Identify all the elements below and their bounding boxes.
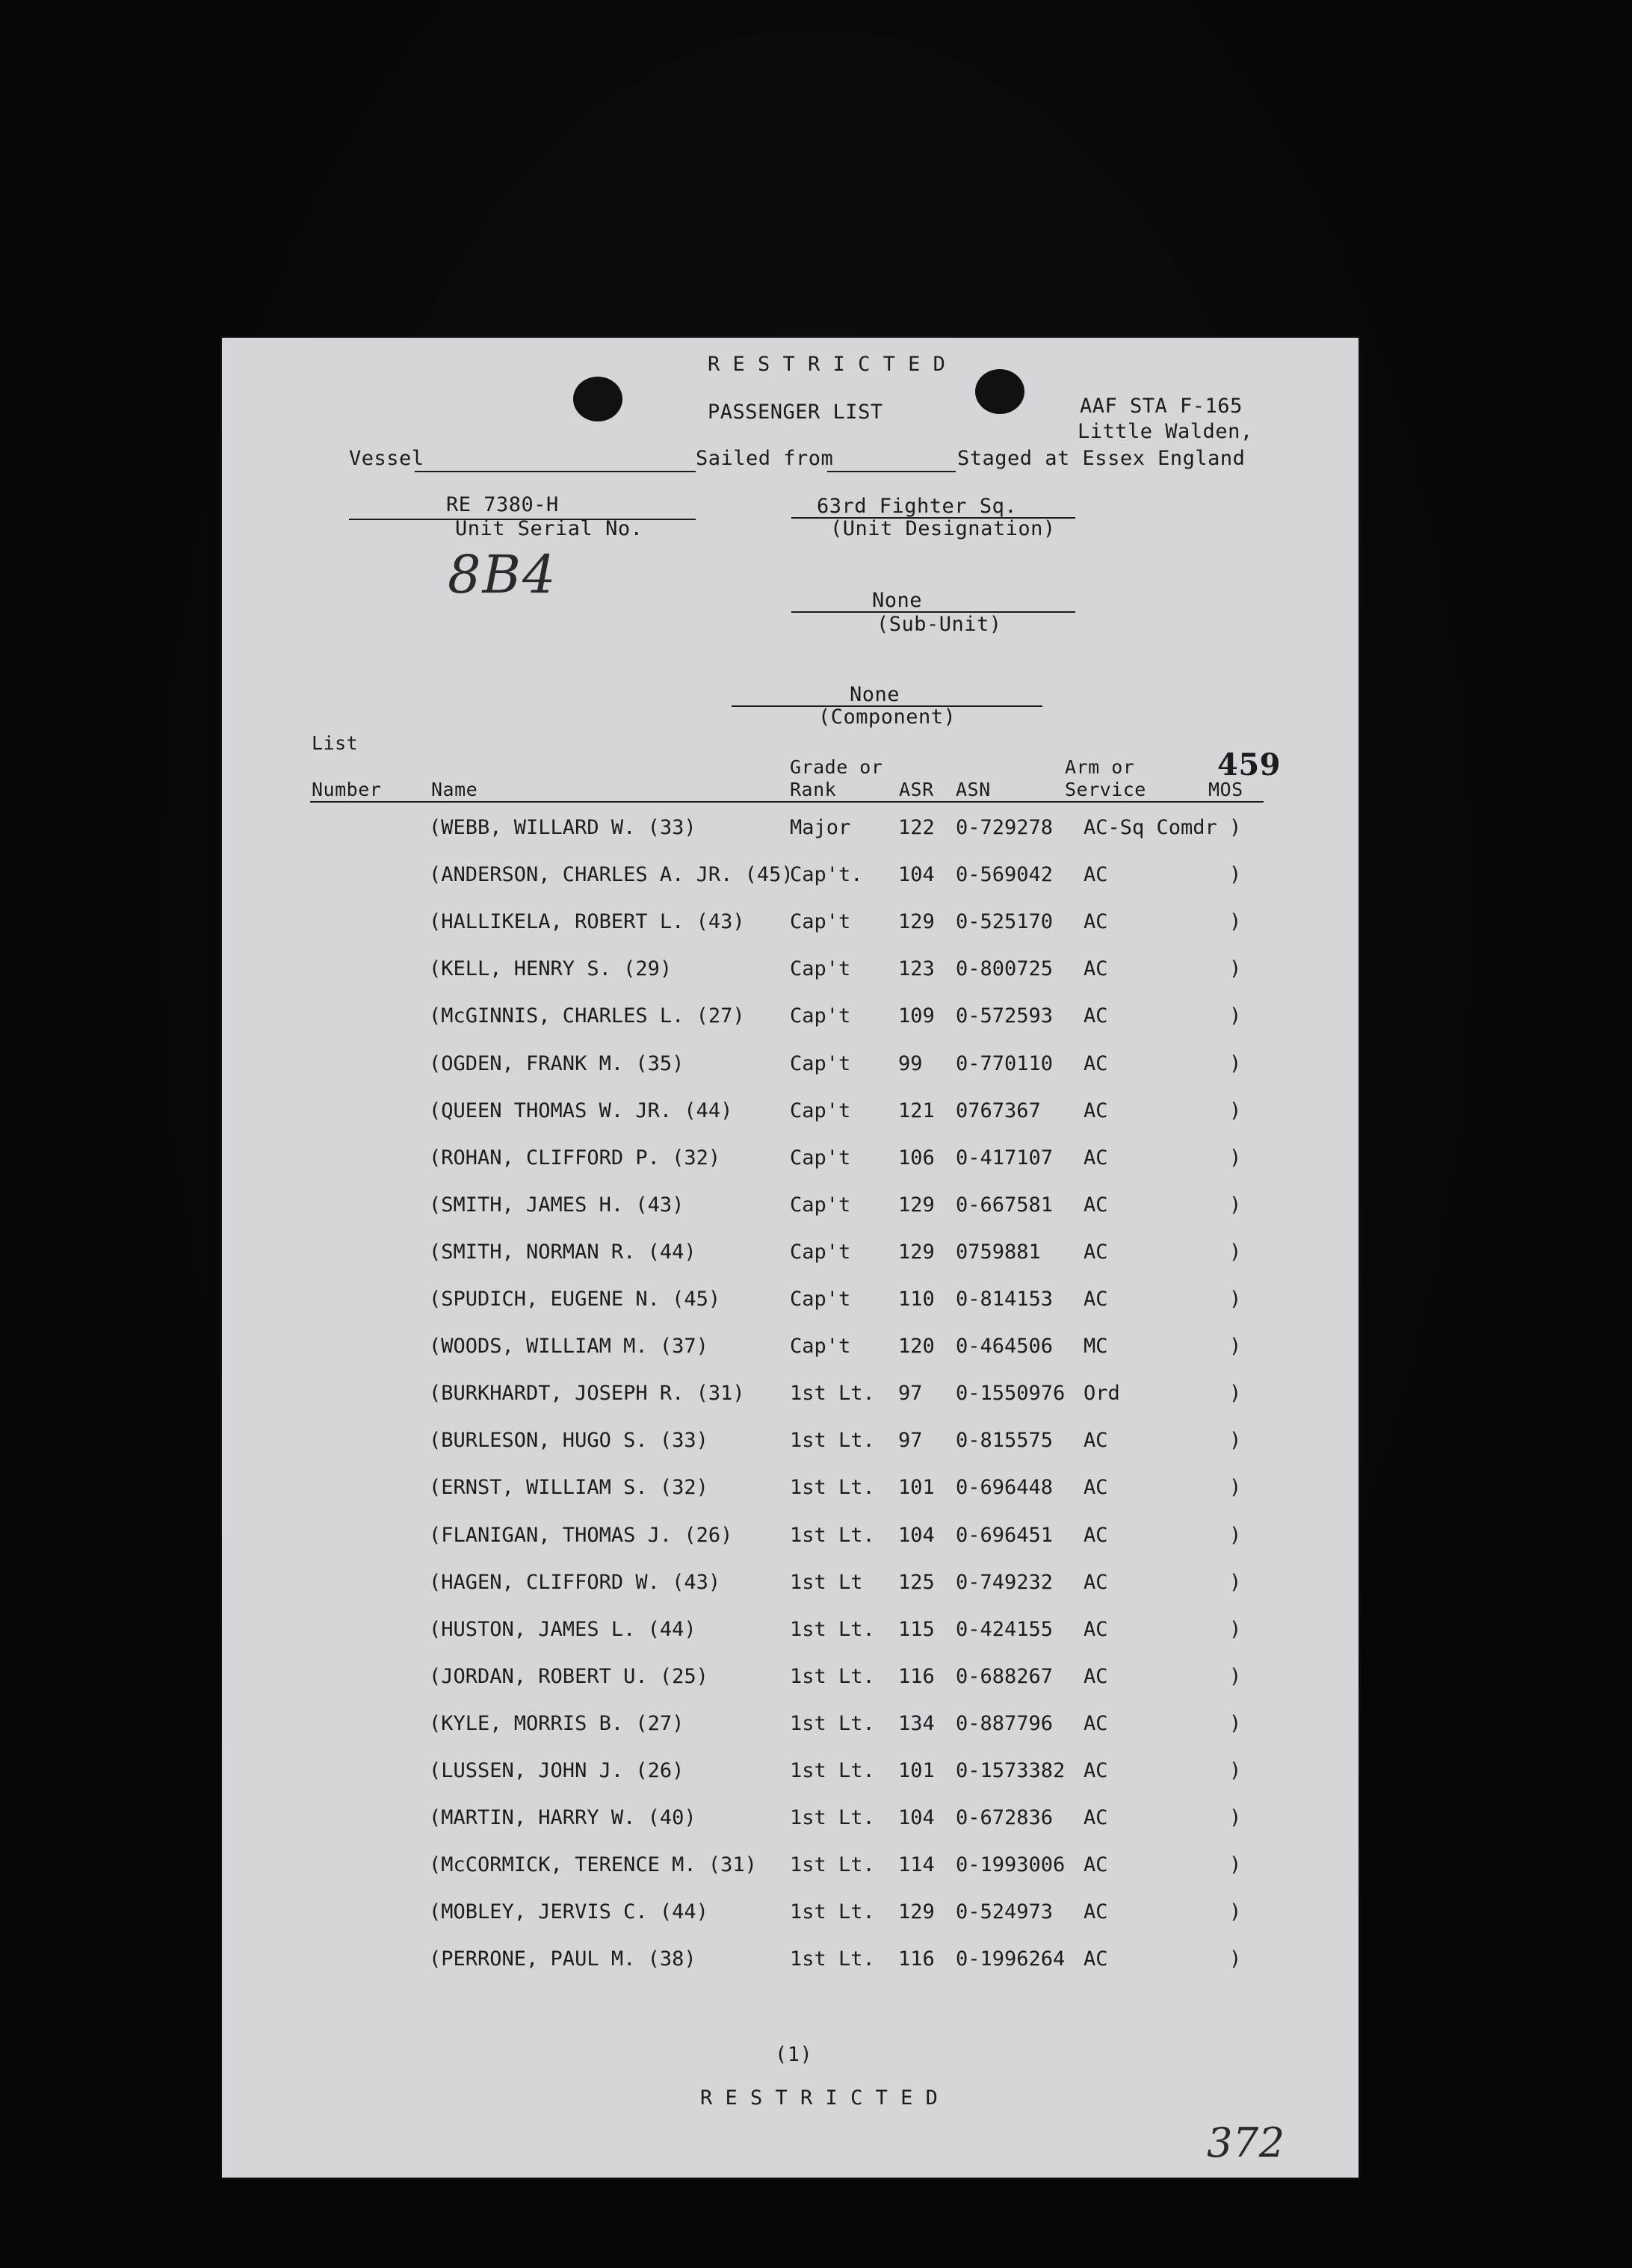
passenger-name: (McGINNIS, CHARLES L. (27) — [429, 1004, 745, 1028]
row-closing-paren: ) — [1229, 957, 1242, 980]
table-row — [222, 1759, 1359, 1789]
passenger-asn: 0-417107 — [956, 1146, 1054, 1169]
passenger-asn: 0-749232 — [956, 1571, 1054, 1594]
handwritten-page-number: 372 — [1207, 2119, 1285, 2166]
row-closing-paren: ) — [1229, 1193, 1242, 1217]
passenger-grade: Cap't — [790, 1004, 851, 1028]
passenger-arm-service: AC — [1084, 1524, 1108, 1547]
passenger-grade: 1st Lt. — [790, 1665, 875, 1688]
passenger-grade: Cap't — [790, 1193, 851, 1217]
passenger-arm-service: AC — [1084, 1618, 1108, 1641]
passenger-arm-service: AC — [1084, 1947, 1108, 1971]
passenger-arm-service: AC — [1084, 1146, 1108, 1169]
station-line-2: Little Walden, — [1078, 420, 1253, 443]
component-label: (Component) — [818, 705, 956, 729]
passenger-name: (SPUDICH, EUGENE N. (45) — [429, 1288, 721, 1311]
passenger-grade: Cap't — [790, 1146, 851, 1169]
col-mos: MOS — [1208, 779, 1243, 800]
unit-serial-value: RE 7380-H — [446, 493, 559, 516]
unit-serial-label: Unit Serial No. — [455, 517, 643, 540]
passenger-asr: 99 — [898, 1052, 923, 1075]
passenger-arm-service: AC — [1084, 1476, 1108, 1499]
punch-hole-right — [975, 369, 1024, 414]
sailed-from-line — [827, 471, 956, 472]
sailed-from-label: Sailed from — [696, 447, 834, 470]
table-row — [222, 863, 1359, 893]
row-closing-paren: ) — [1229, 1146, 1242, 1169]
passenger-name: (HALLIKELA, ROBERT L. (43) — [429, 910, 745, 933]
passenger-asr: 134 — [898, 1712, 935, 1735]
passenger-asn: 0-688267 — [956, 1665, 1054, 1688]
passenger-asr: 110 — [898, 1288, 935, 1311]
passenger-grade: 1st Lt. — [790, 1429, 875, 1452]
passenger-grade: 1st Lt. — [790, 1382, 875, 1405]
row-closing-paren: ) — [1229, 910, 1242, 933]
column-header-rule — [310, 801, 1264, 803]
passenger-arm-service: AC-Sq Comdr — [1084, 816, 1217, 839]
passenger-grade: Cap't — [790, 1099, 851, 1122]
passenger-asr: 104 — [898, 863, 935, 886]
passenger-grade: 1st Lt. — [790, 1947, 875, 1971]
row-closing-paren: ) — [1229, 1429, 1242, 1452]
passenger-name: (BURKHARDT, JOSEPH R. (31) — [429, 1382, 745, 1405]
passenger-grade: Cap't — [790, 957, 851, 980]
passenger-asr: 129 — [898, 910, 935, 933]
passenger-arm-service: AC — [1084, 957, 1108, 980]
table-row — [222, 816, 1359, 846]
restricted-header: R E S T R I C T E D — [708, 353, 946, 376]
row-closing-paren: ) — [1229, 1900, 1242, 1924]
table-row — [222, 1052, 1359, 1082]
passenger-name: (ANDERSON, CHARLES A. JR. (45) — [429, 863, 794, 886]
table-row — [222, 1712, 1359, 1742]
row-closing-paren: ) — [1229, 1288, 1242, 1311]
passenger-name: (HUSTON, JAMES L. (44) — [429, 1618, 696, 1641]
col-list-number-2: Number — [312, 779, 382, 800]
passenger-grade: 1st Lt. — [790, 1712, 875, 1735]
passenger-name: (BURLESON, HUGO S. (33) — [429, 1429, 708, 1452]
passenger-asn: 0-887796 — [956, 1712, 1054, 1735]
passenger-arm-service: AC — [1084, 1759, 1108, 1782]
table-row — [222, 1240, 1359, 1270]
passenger-grade: 1st Lt. — [790, 1476, 875, 1499]
row-closing-paren: ) — [1229, 1571, 1242, 1594]
table-row — [222, 910, 1359, 940]
passenger-asr: 116 — [898, 1947, 935, 1971]
table-row — [222, 1524, 1359, 1554]
table-row — [222, 1429, 1359, 1459]
passenger-grade: 1st Lt. — [790, 1759, 875, 1782]
passenger-asn: 0-800725 — [956, 957, 1054, 980]
vessel-label: Vessel — [349, 447, 424, 470]
passenger-asr: 120 — [898, 1335, 935, 1358]
page-number: (1) — [775, 2043, 813, 2066]
col-grade-2: Rank — [790, 779, 837, 800]
row-closing-paren: ) — [1229, 863, 1242, 886]
passenger-arm-service: AC — [1084, 863, 1108, 886]
passenger-asn: 0-1550976 — [956, 1382, 1066, 1405]
passenger-asr: 97 — [898, 1382, 923, 1405]
passenger-name: (KELL, HENRY S. (29) — [429, 957, 673, 980]
document-title: PASSENGER LIST — [708, 401, 883, 424]
col-name: Name — [431, 779, 478, 800]
passenger-asr: 121 — [898, 1099, 935, 1122]
passenger-arm-service: AC — [1084, 1806, 1108, 1829]
passenger-arm-service: AC — [1084, 1900, 1108, 1924]
passenger-asr: 115 — [898, 1618, 935, 1641]
passenger-arm-service: AC — [1084, 1052, 1108, 1075]
row-closing-paren: ) — [1229, 1759, 1242, 1782]
passenger-asn: 0-525170 — [956, 910, 1054, 933]
row-closing-paren: ) — [1229, 1947, 1242, 1971]
table-row — [222, 1193, 1359, 1223]
passenger-grade: Cap't — [790, 910, 851, 933]
passenger-name: (QUEEN THOMAS W. JR. (44) — [429, 1099, 733, 1122]
table-row — [222, 1571, 1359, 1601]
passenger-asr: 116 — [898, 1665, 935, 1688]
row-closing-paren: ) — [1229, 1524, 1242, 1547]
passenger-arm-service: AC — [1084, 1429, 1108, 1452]
passenger-arm-service: AC — [1084, 910, 1108, 933]
table-row — [222, 1806, 1359, 1836]
passenger-name: (ERNST, WILLIAM S. (32) — [429, 1476, 708, 1499]
passenger-asn: 0-569042 — [956, 863, 1054, 886]
row-closing-paren: ) — [1229, 1240, 1242, 1264]
passenger-asr: 104 — [898, 1524, 935, 1547]
row-closing-paren: ) — [1229, 1052, 1242, 1075]
passenger-asr: 97 — [898, 1429, 923, 1452]
col-list-number-1: List — [312, 732, 359, 754]
passenger-asn: 0-424155 — [956, 1618, 1054, 1641]
passenger-asr: 123 — [898, 957, 935, 980]
passenger-asr: 114 — [898, 1853, 935, 1876]
passenger-arm-service: AC — [1084, 1665, 1108, 1688]
passenger-asn: 0-1573382 — [956, 1759, 1066, 1782]
staged-at-text: Staged at Essex England — [957, 447, 1246, 470]
table-row — [222, 1335, 1359, 1365]
passenger-asn: 0-672836 — [956, 1806, 1054, 1829]
passenger-arm-service: AC — [1084, 1240, 1108, 1264]
row-closing-paren: ) — [1229, 1806, 1242, 1829]
unit-designation-value: 63rd Fighter Sq. — [817, 495, 1018, 518]
row-closing-paren: ) — [1229, 816, 1242, 839]
passenger-asn: 0-770110 — [956, 1052, 1054, 1075]
passenger-name: (McCORMICK, TERENCE M. (31) — [429, 1853, 757, 1876]
row-closing-paren: ) — [1229, 1335, 1242, 1358]
passenger-asr: 129 — [898, 1900, 935, 1924]
passenger-asn: 0-1993006 — [956, 1853, 1066, 1876]
handwritten-code: 8B4 — [448, 544, 557, 605]
sub-unit-value: None — [872, 589, 923, 612]
col-grade-1: Grade or — [790, 756, 883, 778]
passenger-asr: 109 — [898, 1004, 935, 1028]
passenger-asn: 0-524973 — [956, 1900, 1054, 1924]
passenger-name: (SMITH, NORMAN R. (44) — [429, 1240, 696, 1264]
passenger-asr: 101 — [898, 1759, 935, 1782]
table-row — [222, 1947, 1359, 1977]
passenger-grade: Cap't — [790, 1240, 851, 1264]
passenger-asn: 0-464506 — [956, 1335, 1054, 1358]
passenger-name: (OGDEN, FRANK M. (35) — [429, 1052, 684, 1075]
passenger-name: (HAGEN, CLIFFORD W. (43) — [429, 1571, 721, 1594]
passenger-asn: 0-696451 — [956, 1524, 1054, 1547]
table-row — [222, 1099, 1359, 1129]
passenger-name: (WEBB, WILLARD W. (33) — [429, 816, 696, 839]
passenger-arm-service: MC — [1084, 1335, 1108, 1358]
passenger-asr: 101 — [898, 1476, 935, 1499]
passenger-arm-service: AC — [1084, 1853, 1108, 1876]
row-closing-paren: ) — [1229, 1382, 1242, 1405]
passenger-arm-service: AC — [1084, 1193, 1108, 1217]
passenger-asn: 0-814153 — [956, 1288, 1054, 1311]
passenger-grade: 1st Lt — [790, 1571, 863, 1594]
unit-designation-label: (Unit Designation) — [830, 517, 1056, 540]
passenger-arm-service: AC — [1084, 1571, 1108, 1594]
passenger-asr: 104 — [898, 1806, 935, 1829]
row-closing-paren: ) — [1229, 1712, 1242, 1735]
passenger-asn: 0-696448 — [956, 1476, 1054, 1499]
sub-unit-label: (Sub-Unit) — [877, 613, 1002, 636]
passenger-asr: 129 — [898, 1240, 935, 1264]
row-closing-paren: ) — [1229, 1476, 1242, 1499]
passenger-asn: 0759881 — [956, 1240, 1041, 1264]
passenger-grade: Cap't — [790, 1335, 851, 1358]
passenger-grade: Cap't — [790, 1052, 851, 1075]
passenger-name: (ROHAN, CLIFFORD P. (32) — [429, 1146, 721, 1169]
passenger-grade: 1st Lt. — [790, 1618, 875, 1641]
passenger-grade: Cap't. — [790, 863, 863, 886]
passenger-asn: 0-667581 — [956, 1193, 1054, 1217]
table-row — [222, 1382, 1359, 1412]
table-row — [222, 957, 1359, 987]
passenger-grade: Major — [790, 816, 851, 839]
col-arm-2: Service — [1065, 779, 1146, 800]
passenger-arm-service: AC — [1084, 1099, 1108, 1122]
passenger-asr: 122 — [898, 816, 935, 839]
table-row — [222, 1146, 1359, 1176]
passenger-asn: 0-1996264 — [956, 1947, 1066, 1971]
document-page — [222, 338, 1359, 2178]
row-closing-paren: ) — [1229, 1004, 1242, 1028]
passenger-name: (KYLE, MORRIS B. (27) — [429, 1712, 684, 1735]
punch-hole-left — [573, 377, 622, 421]
passenger-name: (PERRONE, PAUL M. (38) — [429, 1947, 696, 1971]
vessel-line — [415, 471, 696, 472]
passenger-name: (SMITH, JAMES H. (43) — [429, 1193, 684, 1217]
table-row — [222, 1476, 1359, 1506]
passenger-arm-service: Ord — [1084, 1382, 1120, 1405]
component-value: None — [850, 683, 900, 706]
passenger-grade: Cap't — [790, 1288, 851, 1311]
passenger-grade: 1st Lt. — [790, 1524, 875, 1547]
passenger-name: (WOODS, WILLIAM M. (37) — [429, 1335, 708, 1358]
row-closing-paren: ) — [1229, 1853, 1242, 1876]
col-asn: ASN — [956, 779, 991, 800]
row-closing-paren: ) — [1229, 1099, 1242, 1122]
passenger-arm-service: AC — [1084, 1712, 1108, 1735]
passenger-grade: 1st Lt. — [790, 1806, 875, 1829]
table-row — [222, 1618, 1359, 1648]
passenger-name: (FLANIGAN, THOMAS J. (26) — [429, 1524, 733, 1547]
passenger-grade: 1st Lt. — [790, 1853, 875, 1876]
passenger-asn: 0-572593 — [956, 1004, 1054, 1028]
table-row — [222, 1900, 1359, 1930]
passenger-name: (MARTIN, HARRY W. (40) — [429, 1806, 696, 1829]
passenger-name: (MOBLEY, JERVIS C. (44) — [429, 1900, 708, 1924]
passenger-asn: 0-815575 — [956, 1429, 1054, 1452]
table-row — [222, 1288, 1359, 1317]
passenger-asn: 0767367 — [956, 1099, 1041, 1122]
col-asr: ASR — [899, 779, 934, 800]
passenger-name: (LUSSEN, JOHN J. (26) — [429, 1759, 684, 1782]
table-row — [222, 1853, 1359, 1883]
row-closing-paren: ) — [1229, 1665, 1242, 1688]
table-row — [222, 1004, 1359, 1034]
passenger-grade: 1st Lt. — [790, 1900, 875, 1924]
table-row — [222, 1665, 1359, 1695]
restricted-footer: R E S T R I C T E D — [700, 2086, 939, 2110]
passenger-arm-service: AC — [1084, 1288, 1108, 1311]
row-closing-paren: ) — [1229, 1618, 1242, 1641]
page-count-mark: 459 — [1217, 747, 1281, 782]
passenger-asr: 125 — [898, 1571, 935, 1594]
station-line-1: AAF STA F-165 — [1080, 395, 1243, 418]
passenger-asr: 106 — [898, 1146, 935, 1169]
col-arm-1: Arm or — [1065, 756, 1135, 778]
passenger-asr: 129 — [898, 1193, 935, 1217]
passenger-asn: 0-729278 — [956, 816, 1054, 839]
passenger-name: (JORDAN, ROBERT U. (25) — [429, 1665, 708, 1688]
passenger-arm-service: AC — [1084, 1004, 1108, 1028]
